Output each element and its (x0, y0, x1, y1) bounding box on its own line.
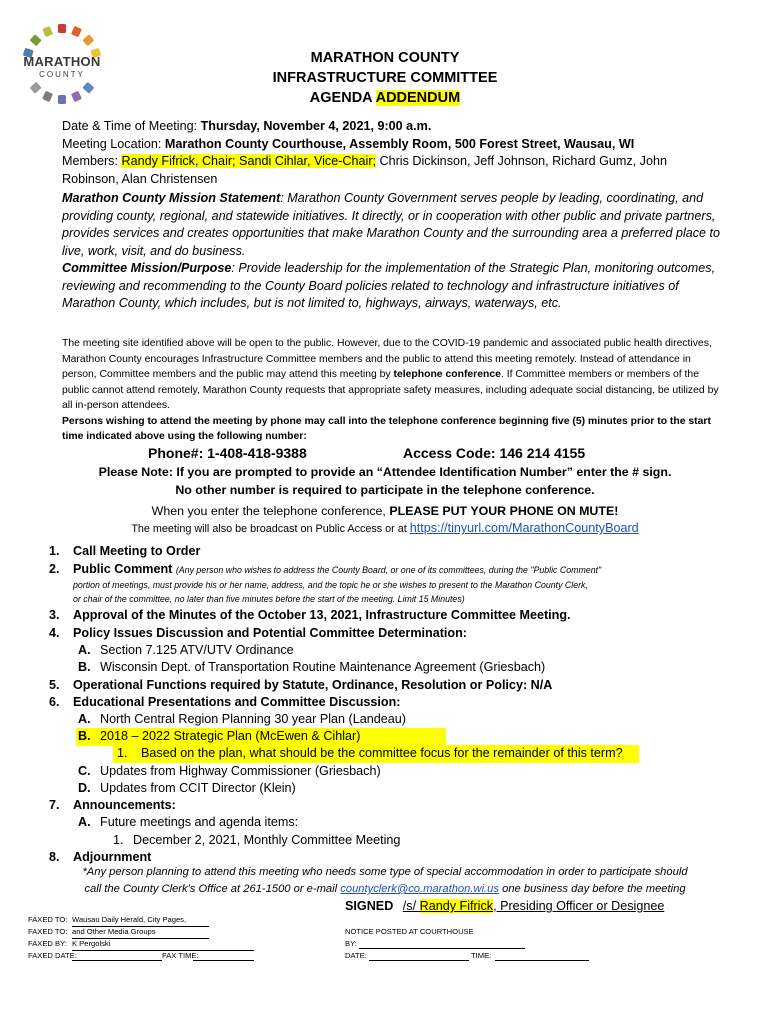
item-text: Section 7.125 ATV/UTV Ordinance (100, 643, 294, 657)
item-text: North Central Region Planning 30 year Plan (Landeau) (100, 712, 406, 726)
faxed-to-label: FAXED TO: (28, 927, 68, 936)
mission-label: Marathon County Mission Statement (62, 191, 281, 205)
item-text: Adjournment (73, 850, 152, 864)
item-text: Educational Presentations and Committee Discussion: (73, 695, 401, 709)
public-comment-note-b: portion of meetings, must provide his or her name, address, and the topic he or she wishes to present to the Marathon County Clerk, (73, 580, 588, 590)
title-line-3 (150, 88, 620, 108)
meeting-location (62, 136, 722, 154)
item-number: 6. (49, 695, 60, 709)
signed-value (403, 899, 665, 913)
item-text: Updates from CCIT Director (Klein) (100, 781, 296, 795)
faxed-by-row (28, 938, 111, 950)
members-chairs: Randy Fifrick, Chair; Sandi Cihlar, Vice-Chair; (121, 154, 377, 168)
fax-time-blank (193, 950, 254, 961)
notice-phone-instructions: Persons wishing to attend the meeting by phone may call into the telephone conference beginning five (5) minutes prior to the start time indicated above using the following number: (62, 415, 711, 442)
agenda-item-6b1 (113, 745, 639, 763)
datetime-value: Thursday, November 4, 2021, 9:00 a.m. (200, 119, 432, 133)
location-value: Marathon County Courthouse, Assembly Room, 500 Forest Street, Wausau, WI (164, 136, 635, 151)
item-text: Announcements: (73, 798, 176, 812)
title-line-2: INFRASTRUCTURE COMMITTEE (272, 70, 498, 86)
members-label: Members: (62, 154, 118, 168)
agenda-item-3 (49, 607, 571, 625)
faxed-date-row (28, 950, 199, 962)
accommodation-line-2 (20, 883, 750, 895)
location-label: Meeting Location: (62, 136, 162, 151)
mute-prefix: When you enter the telephone conference, (151, 504, 390, 518)
agenda-item-7 (49, 797, 176, 815)
item-letter: A. (78, 815, 91, 829)
mute-notice (20, 504, 750, 518)
signed-label: SIGNED (345, 899, 394, 913)
faxed-by-label: FAXED BY: (28, 939, 67, 948)
item-number: 2. (49, 562, 60, 576)
faxed-to-value-2: and Other Media Groups (72, 926, 209, 939)
title-agenda: AGENDA (309, 90, 376, 106)
signed-suffix: , Presiding Officer or Designee (493, 899, 665, 913)
committee-purpose (62, 260, 722, 313)
item-text-wrap (73, 561, 601, 579)
access-code: Access Code: 146 214 4155 (403, 445, 586, 461)
public-comment-note-c: or chair of the committee, no later than five minutes before the start of the meeting. Limit 15 Minutes) (73, 594, 465, 604)
faxed-to-value-1: Wausau Daily Herald, City Pages, (72, 914, 209, 927)
broadcast-link[interactable]: https://tinyurl.com/MarathonCountyBoard (409, 521, 639, 535)
agenda-item-4b (78, 659, 546, 677)
phone-number: Phone#: 1-408-418-9388 (148, 445, 307, 461)
signed-name: Randy Fifrick (419, 899, 494, 913)
agenda-item-6 (49, 694, 401, 712)
item-number: 5. (49, 678, 60, 692)
item-text: Based on the plan, what should be the committee focus for the remainder of this term? (141, 746, 623, 760)
time-blank (495, 950, 589, 961)
agenda-list (0, 543, 770, 873)
item-text: Wisconsin Dept. of Transportation Routine Maintenance Agreement (Griesbach) (100, 660, 546, 674)
item-number: 3. (49, 608, 60, 622)
item-letter: A. (78, 643, 91, 657)
purpose-label: Committee Mission/Purpose (62, 261, 232, 275)
agenda-item-6a (78, 711, 406, 729)
phone-note-2: No other number is required to participate in the telephone conference. (175, 483, 595, 497)
accommodation-line-1: *Any person planning to attend this meeting who needs some type of special accommodation in order to participate should (82, 866, 688, 878)
item-text: 2018 – 2022 Strategic Plan (McEwen & Cihlar) (100, 729, 361, 743)
purpose-text: : Provide leadership for the implementation of the Strategic Plan, monitoring outcomes, reviewing and recommending to the County Board policies related to technology and infrastructure initiatives of Marathon County, which includes, but is not limited to, highways, airways, waterways, etc. (62, 261, 716, 310)
date-blank (369, 950, 469, 961)
datetime-label: Date & Time of Meeting: (62, 119, 198, 133)
item-text: Policy Issues Discussion and Potential Committee Determination: (73, 626, 467, 640)
signed-prefix: /s/ (402, 899, 420, 913)
mission-text: : Marathon County Government serves people by leading, coordinating, and providing county, regional, and statewide initiatives. It directly, or in cooperation with other public and private partners, provides services and creates opportunities that make Marathon County and the surrounding area a preferred place to live, work, visit, and do business. (62, 191, 721, 258)
clerk-email-link[interactable]: countyclerk@co.marathon.wi.us (340, 883, 499, 895)
item-letter: C. (78, 764, 91, 778)
accommodation-prefix: call the County Clerk's Office at 261-1500 or e-mail (84, 883, 341, 895)
fax-time-label: FAX TIME: (162, 951, 199, 960)
notice-posted: NOTICE POSTED AT COURTHOUSE (345, 927, 474, 936)
meeting-info (62, 118, 722, 188)
meeting-members (62, 153, 722, 188)
faxed-date-label: FAXED DATE: (28, 951, 77, 960)
agenda-item-7a1 (113, 832, 401, 850)
agenda-item-7a (78, 814, 299, 832)
item-number: 7. (49, 798, 60, 812)
item-text: Public Comment (73, 562, 173, 576)
posted-by-row (345, 938, 357, 950)
faxed-by-value: K Pergolski (72, 938, 254, 951)
item-number: 8. (49, 850, 60, 864)
faxed-to-row-1 (28, 914, 187, 926)
item-number: 4. (49, 626, 60, 640)
agenda-item-1 (49, 543, 201, 561)
covid-notice (62, 336, 722, 445)
agenda-item-5 (49, 677, 553, 695)
date-label: DATE: (345, 951, 367, 960)
broadcast-prefix: The meeting will also be broadcast on Public Access or at (131, 523, 410, 535)
public-comment-note: (Any person who wishes to address the County Board, or one of its committees, during the "Public Comment" (175, 565, 602, 575)
by-blank (359, 938, 525, 949)
agenda-item-6d (78, 780, 296, 798)
faxed-date-blank (72, 950, 162, 961)
item-letter: A. (78, 712, 91, 726)
item-text: December 2, 2021, Monthly Committee Meeting (133, 833, 401, 847)
agenda-item-4a (78, 642, 294, 660)
notice-telephone: telephone conference (393, 369, 501, 380)
marathon-county-logo (18, 22, 106, 106)
by-label: BY: (345, 939, 357, 948)
faxed-to-label: FAXED TO: (28, 915, 68, 924)
agenda-item-6b (76, 728, 446, 746)
accommodation-suffix: one business day before the meeting (498, 883, 686, 895)
broadcast-notice (20, 521, 750, 535)
time-label: TIME: (471, 951, 492, 960)
title-line-1: MARATHON COUNTY (310, 50, 460, 66)
notice-text-2: . If Committee members or members of the public cannot attend remotely, Marathon County requests that appropriate safety measures, including adequate social distancing, be utilized by all in-person attendees. (62, 369, 719, 411)
agenda-item-6c (78, 763, 381, 781)
item-text: Approval of the Minutes of the October 13, 2021, Infrastructure Committee Meeting. (73, 608, 571, 622)
agenda-item-8 (49, 849, 152, 867)
posted-date-row (345, 950, 492, 962)
meeting-datetime (62, 118, 722, 136)
item-text: Call Meeting to Order (73, 544, 201, 558)
logo-text-county: COUNTY (39, 70, 85, 79)
mission-statement (62, 190, 722, 313)
item-number: 1. (49, 544, 60, 558)
faxed-to-row-2 (28, 926, 156, 938)
item-letter: B. (78, 729, 91, 743)
logo-text-marathon: MARATHON (23, 54, 101, 69)
mute-bold: PLEASE PUT YOUR PHONE ON MUTE! (389, 504, 619, 518)
title-addendum: ADDENDUM (375, 90, 461, 106)
county-mission (62, 190, 722, 260)
phone-note-1: Please Note: If you are prompted to provide an “Attendee Identification Number” enter the # sign. (98, 465, 672, 479)
agenda-item-2 (49, 561, 602, 579)
page-title (150, 48, 620, 108)
item-number: 1. (113, 833, 124, 847)
agenda-item-4 (49, 625, 467, 643)
signature-line (345, 899, 664, 913)
item-number: 1. (117, 746, 128, 760)
item-text: Operational Functions required by Statute, Ordinance, Resolution or Policy: N/A (73, 678, 553, 692)
notice-text-1: The meeting site identified above will be open to the public. However, due to the COVID-19 pandemic and associated public health directives, Marathon County encourages Infrastructure Committee members and the public to attend this meeting remotely. Instead of attendance in person, Committee members and the public may attend this meeting by (62, 338, 712, 380)
item-letter: D. (78, 781, 91, 795)
item-text: Updates from Highway Commissioner (Griesbach) (100, 764, 381, 778)
item-letter: B. (78, 660, 91, 674)
members-rest: Chris Dickinson, Jeff Johnson, Richard Gumz, John Robinson, Alan Christensen (62, 154, 667, 186)
item-text: Future meetings and agenda items: (100, 815, 299, 829)
